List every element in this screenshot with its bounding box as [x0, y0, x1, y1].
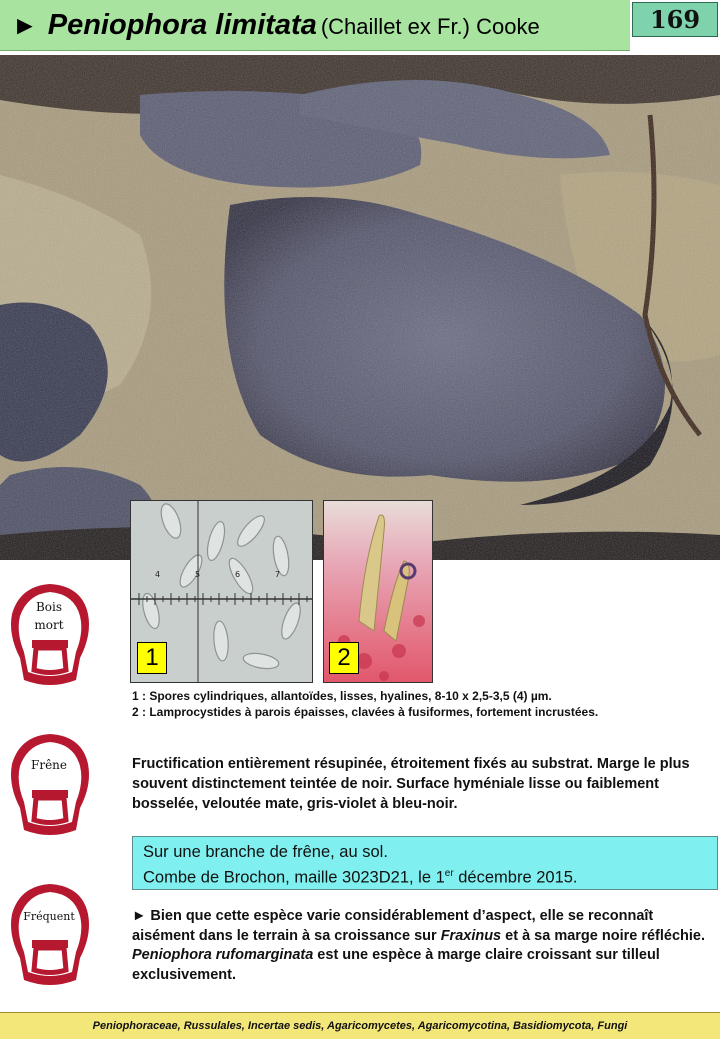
notes-text [132, 907, 707, 985]
mushroom-badge-icon [6, 580, 94, 692]
habitat-box [132, 836, 718, 890]
mushroom-badge-icon [6, 730, 94, 842]
scale-label-5: 5 [195, 570, 201, 579]
micrograph-label-2: 2 [329, 642, 359, 674]
species-author: (Chaillet ex Fr.) Cooke [320, 14, 540, 39]
substrate-badge [6, 580, 94, 692]
caption-cystidia: 2 : Lamprocystides à parois épaisses, clavées à fusiformes, fortement incrustées. [132, 705, 599, 719]
scale-label-6: 6 [235, 570, 241, 579]
page-number: 169 [632, 2, 718, 37]
title-arrow: ► [12, 10, 38, 40]
micrograph-captions [132, 688, 598, 720]
badge-substrate-line1: Bois [35, 600, 63, 614]
habitat-line2 [143, 863, 707, 889]
scale-label-7: 7 [275, 570, 281, 579]
notes-part1: ► Bien que cette espèce varie considérablement d’aspect, elle se reconnaît aisément dans le terrain à sa croissance sur [132, 908, 654, 944]
habitat-ordinal: er [444, 868, 454, 879]
taxonomy-footer: Peniophoraceae, Russulales, Incertae sedis, Agaricomycetes, Agaricomycotina, Basidiomycota, Fungi [0, 1012, 720, 1039]
lamprocystides-micrograph [323, 500, 433, 683]
title-bar [0, 0, 630, 51]
spores-micrograph [130, 500, 313, 683]
main-photo [0, 55, 720, 560]
habitat-date: décembre 2015. [453, 868, 578, 887]
host-badge [6, 730, 94, 842]
badge-substrate-line2: mort [34, 618, 64, 632]
micrograph-label-1: 1 [137, 642, 167, 674]
caption-spores: 1 : Spores cylindriques, allantoïdes, lisses, hyalines, 8-10 x 2,5-3,5 (4) µm. [132, 689, 552, 703]
notes-related-species: Peniophora rufomarginata [132, 947, 314, 963]
notes-part2: et à sa marge noire réfléchie. [501, 927, 706, 944]
species-name: Peniophora limitata [47, 9, 317, 41]
scale-label-4: 4 [155, 570, 161, 579]
badge-frequency: Fréquent [23, 910, 75, 923]
badge-host: Frêne [31, 758, 67, 772]
frequency-badge [6, 880, 94, 992]
habitat-line1: Sur une branche de frêne, au sol. [143, 843, 388, 861]
notes-part3: est une espèce à marge claire croissant sur tilleul exclusivement. [132, 947, 660, 983]
mushroom-badge-icon [6, 880, 94, 992]
page-title [12, 9, 540, 42]
description-text: Fructification entièrement résupinée, étroitement fixés au substrat. Marge le plus souvent distinctement teintée de noir. Surface hyméniale lisse ou faiblement bosselée, veloutée mate, gris-violet à bleu-noir. [132, 756, 690, 812]
habitat-location: Combe de Brochon, maille 3023D21, le 1 [143, 868, 445, 887]
notes-genus: Fraxinus [440, 927, 502, 944]
